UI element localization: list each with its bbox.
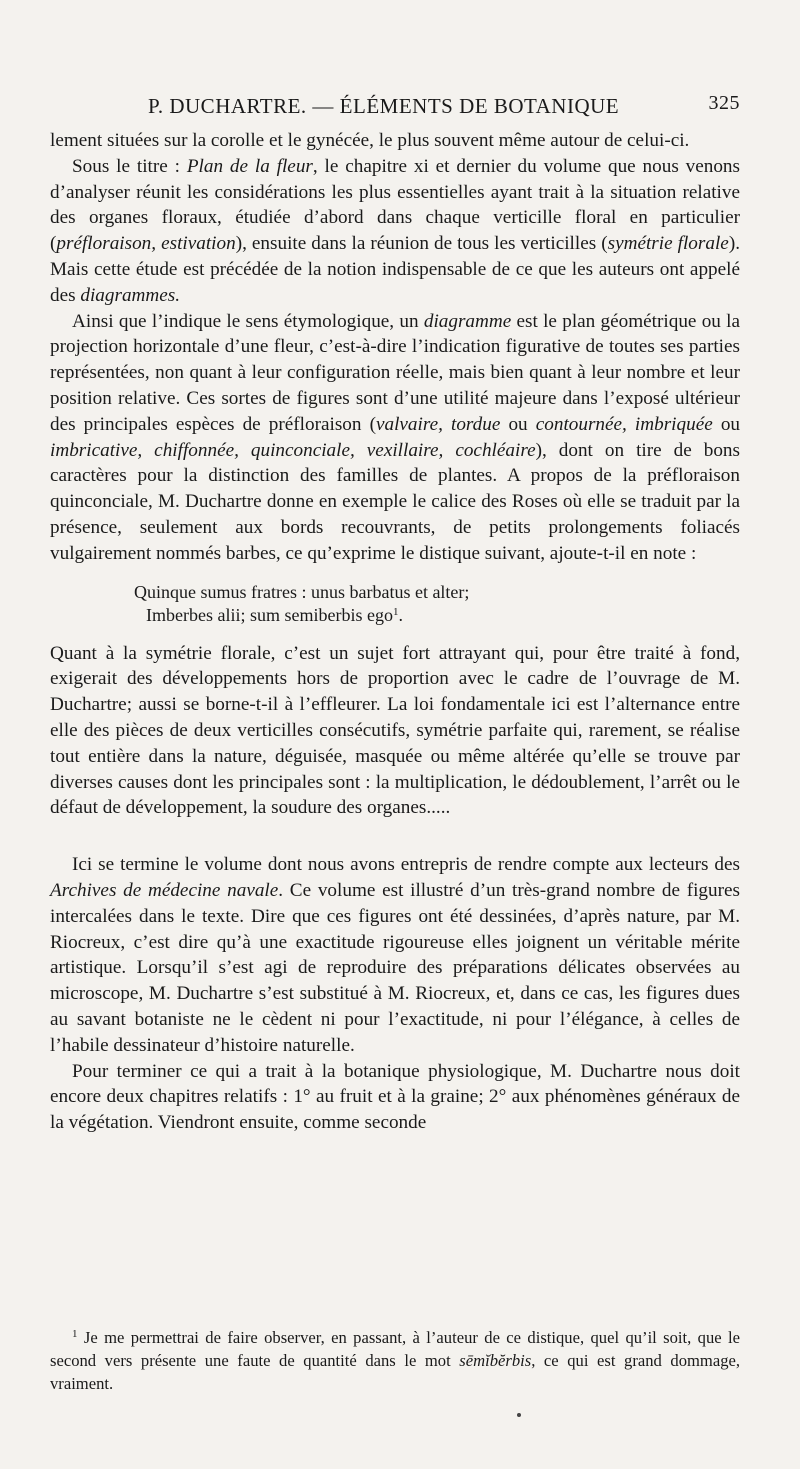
paragraph-diagramme: Ainsi que l’indique le sens étymologique, un diagramme est le plan géométrique ou la projection horizontale d’une fleur, c’est-à-dire l’indication figurative de toutes ses parties représentées, non quant à leur configuration réelle, mais bien quant à leur nombre et leur position relative. Ces sortes de figures sont d’une utilité majeure dans l’exposé ultérieur des principales espèces de préfloraison (valvaire, tordue ou contournée, imbriquée ou imbricative, chiffonnée, quinconciale, vexillaire, cochléaire), dont on tire de bons caractères pour la distinction des familles de plantes. A propos de la préfloraison quinconciale, M. Duchartre donne en exemple le calice des Roses où elle se traduit par la présence, seulement aux bords recouvrants, de petits prolongements foliacés vulgairement nommés barbes, ce qu’exprime le distique suivant, ajoute-t-il en note : xyxy=(50,310,741,564)
running-title: P. DUCHARTRE. — ÉLÉMENTS DE BOTANIQUE xyxy=(148,94,620,118)
footnote-marker: 1 xyxy=(392,605,399,618)
page-number: 325 xyxy=(708,92,740,114)
verse-line-1: Quinque sumus fratres : unus barbatus et alter; xyxy=(134,581,470,602)
paragraph-botanique-physiologique: Pour terminer ce qui a trait à la botanique physiologique, M. Duchartre nous doit encore deux chapitres relatifs : 1° au fruit et à la graine; 2° aux phénomènes généraux de la végétation. Viendront ensuite, comme seconde xyxy=(50,1060,740,1134)
paragraph-continuation: lement situées sur la corolle et le gynécée, le plus souvent même autour de celui-ci. xyxy=(50,130,690,151)
print-speck xyxy=(517,1413,521,1417)
verse-line-2: Imberbes alii; sum semiberbis ego$^1$. xyxy=(146,604,403,625)
paragraph-conclusion: Ici se termine le volume dont nous avons entrepris de rendre compte aux lecteurs des Archives de médecine navale. Ce volume est illustré d’un très-grand nombre de figures intercalées dans le texte. Dire que ces figures ont été dessinées, d’après nature, par M. Riocreux, c’est dire qu’à une exactitude rigoureuse elles joignent un véritable mérite artistique. Lorsqu’il s’est agi de reproduire des préparations délicates observées au microscope, M. Duchartre s’est substitué à M. Riocreux, et, dans ce cas, les figures dues au savant botaniste ne le cèdent ni pour l’exactitude, ni pour l’élégance, à celles de l’habile dessinateur d’histoire naturelle. xyxy=(50,854,740,1056)
paragraph-plan-de-la-fleur: Sous le titre : Plan de la fleur, le chapitre xi et dernier du volume que nous venons d’analyser réunit les considérations les plus essentielles ayant trait à la situation relative des organes floraux, étudiée d’abord dans chaque verticille floral en particulier (préfloraison, estivation), ensuite dans la réunion de tous les verticilles (symétrie florale). Mais cette étude est précédée de la notion indispensable de ce que les auteurs ont appelé des diagrammes. xyxy=(50,155,740,306)
paragraph-symetrie-florale: Quant à la symétrie florale, c’est un sujet fort attrayant qui, pour être traité à fond, exigerait des développements hors de proportion avec le cadre de l’ouvrage de M. Duchartre; aussi se borne-t-il à l’effleurer. La loi fondamentale ici est l’alternance entre elle des pièces de deux verticilles consécutifs, symétrie parfaite qui, rarement, se réalise tout entière dans la nature, déguisée, masquée ou même altérée qu’elle se trouve par diverses causes dont les principales sont : la multiplication, le dédoublement, l’arrêt ou le défaut de développement, la soudure des organes..... xyxy=(50,642,740,819)
footnote-number: 1 xyxy=(72,1328,78,1340)
section-gap xyxy=(50,821,740,852)
page-body xyxy=(50,128,740,1136)
footnote: $^1$ Je me permettrai de faire observer, en passant, à l’auteur de ce distique, quel qu’il soit, que le second vers présente une faute de quantité dans le mot sēmĭbĕrbis, ce qui est grand dommage, vraiment. xyxy=(50,1328,741,1393)
running-header xyxy=(50,82,740,118)
latin-distich xyxy=(134,581,740,627)
